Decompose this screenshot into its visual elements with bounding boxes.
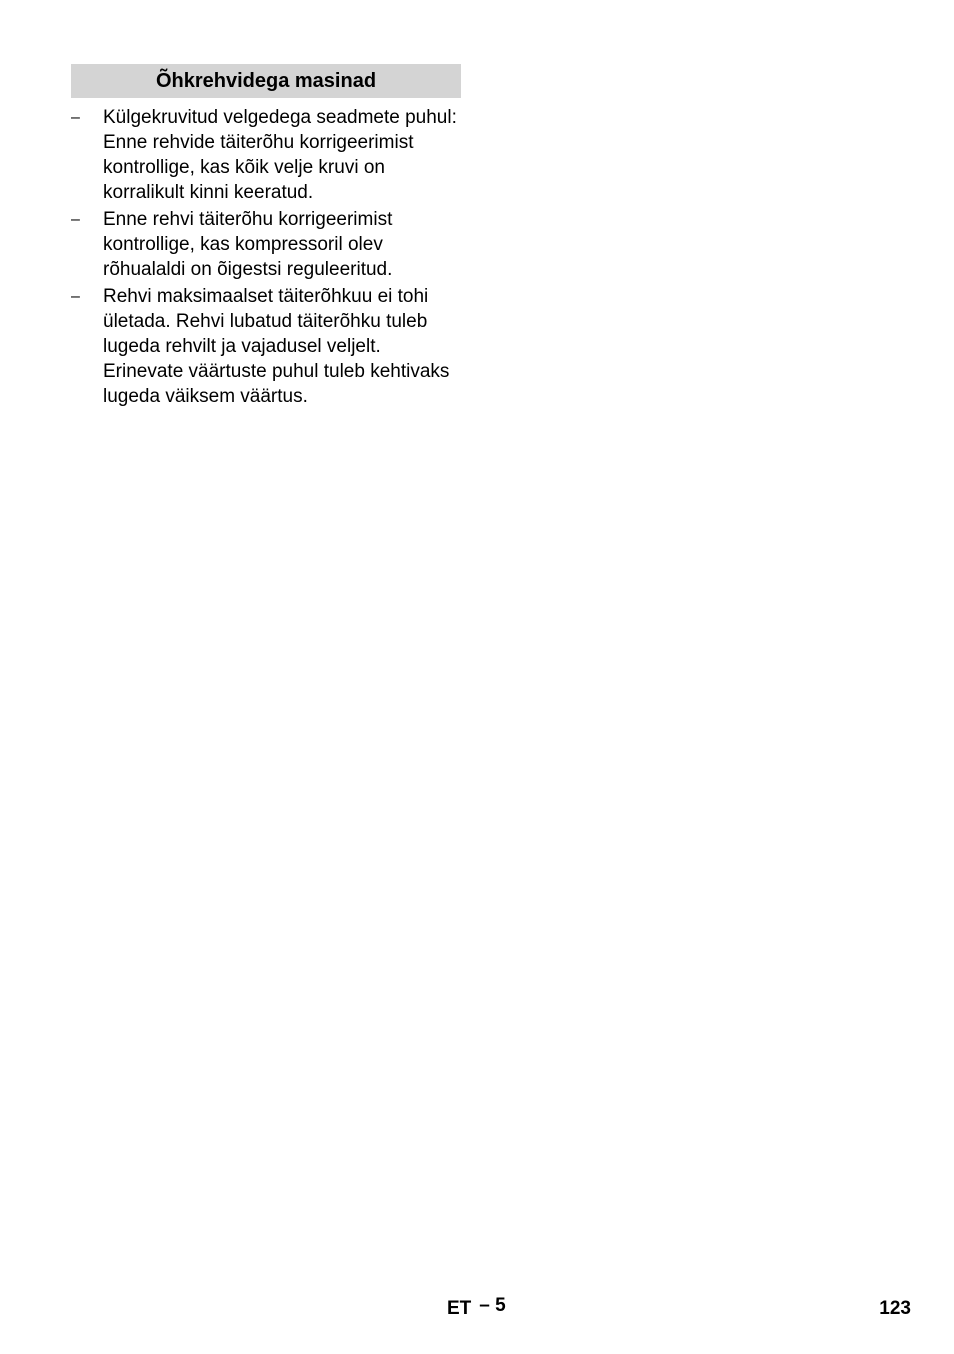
footer-language-marker [447, 1295, 506, 1320]
bullet-dash: – [71, 211, 80, 228]
bullet-dash: – [71, 109, 80, 126]
footer-language: ET [447, 1298, 472, 1319]
bullet-list [71, 105, 461, 409]
page-number: 123 [879, 1298, 911, 1319]
bullet-dash: – [71, 288, 80, 305]
list-item-text: Rehvi maksimaalset täiterõhkuu ei tohi ületada. Rehvi lubatud täiterõhku tuleb lugeda rehvilt ja vajadusel veljelt. Erinevate väärtuste puhul tuleb kehtivaks lugeda väiksem väärtus. [103, 286, 450, 407]
list-item [71, 207, 461, 282]
section-heading: Õhkrehvidega masinad [71, 64, 461, 98]
list-item [71, 105, 461, 205]
list-item-text: Enne rehvi täiterõhu korrigeerimist kontrollige, kas kompressoril olev rõhualaldi on õigestsi reguleeritud. [103, 209, 393, 280]
footer-section-page: – 5 [479, 1295, 506, 1316]
list-item [71, 284, 461, 409]
list-item-text: Külgekruvitud velgedega seadmete puhul: Enne rehvide täiterõhu korrigeerimist kontrollige, kas kõik velje kruvi on korralikult kinni keeratud. [103, 107, 457, 203]
section-pneumatic-tyres [71, 64, 461, 411]
